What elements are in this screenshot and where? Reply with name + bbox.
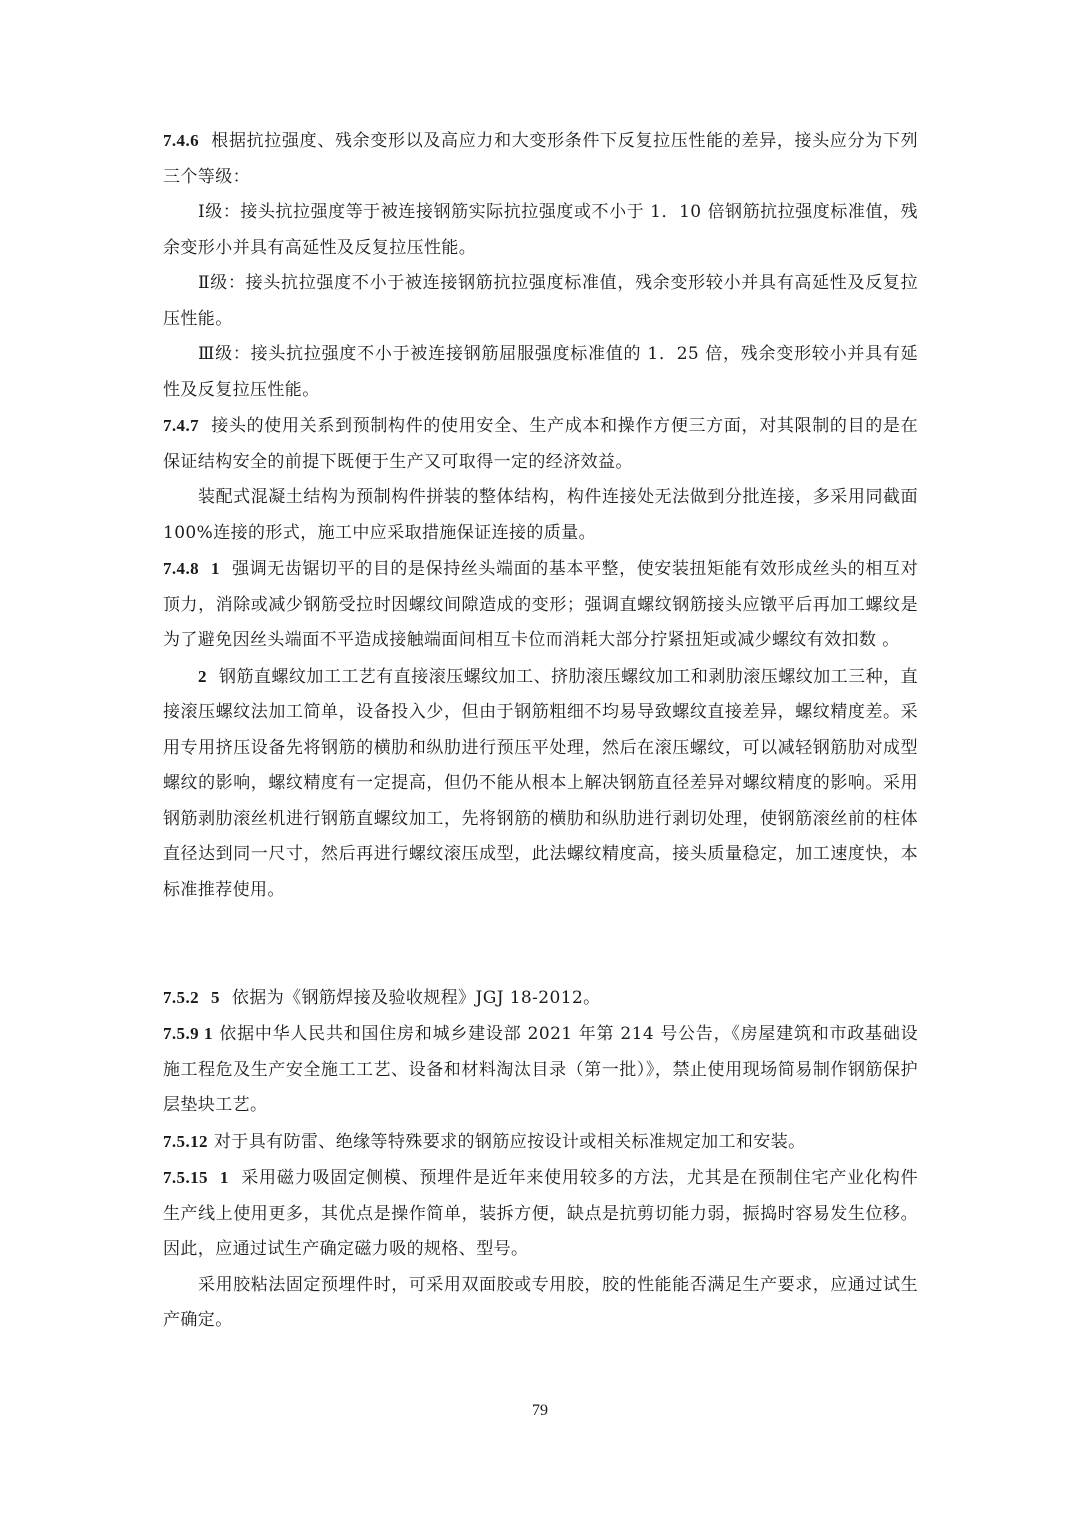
clause-7-4-8-item-2 [163, 659, 918, 909]
clause-7-5-9 [163, 1016, 918, 1124]
clause-text: 接头的使用关系到预制构件的使用安全、生产成本和操作方便三方面，对其限制的目的是在保证结构安全的前提下既便于生产又可取得一定的经济效益。 [163, 416, 918, 472]
clause-text: 强调无齿锯切平的目的是保持丝头端面的基本平整，使安装扭矩能有效形成丝头的相互对顶力，消除或减少钢筋受拉时因螺纹间隙造成的变形；强调直螺纹钢筋接头应镦平后再加工螺纹是为了避免因丝头端面不平造成接触端面间相互卡位而消耗大部分拧紧扭矩或减少螺纹有效扣数 。 [163, 559, 918, 650]
clause-number: 7.4.7 [163, 416, 199, 435]
clause-number: 7.5.15 [163, 1168, 208, 1187]
clause-text: 钢筋直螺纹加工工艺有直接滚压螺纹加工、挤肋滚压螺纹加工和剥肋滚压螺纹加工三种，直接滚压螺纹法加工简单，设备投入少，但由于钢筋粗细不均易导致螺纹直接差异，螺纹精度差。采用专用挤压设备先将钢筋的横肋和纵肋进行预压平处理，然后在滚压螺纹，可以减轻钢筋肋对成型螺纹的影响，螺纹精度有一定提高，但仍不能从根本上解决钢筋直径差异对螺纹精度的影响。采用钢筋剥肋滚丝机进行钢筋直螺纹加工，先将钢筋的横肋和纵肋进行剥切处理，使钢筋滚丝前的柱体直径达到同一尺寸，然后再进行螺纹滚压成型，此法螺纹精度高，接头质量稳定，加工速度快，本标准推荐使用。 [163, 666, 918, 900]
clause-7-4-8-item-1 [163, 551, 918, 659]
clause-7-5-2 [163, 980, 918, 1017]
section-heading-7-5 [163, 943, 918, 980]
clause-number: 7.5.12 [163, 1131, 208, 1151]
clause-text: 依据中华人民共和国住房和城乡建设部 2021 年第 214 号公告，《房屋建筑和市政基础设施工程危及生产安全施工工艺、设备和材料淘汰目录（第一批）》，禁止使用现场简易制作钢筋保护层垫块工艺。 [163, 1024, 918, 1115]
clause-7-5-15-paragraph-2: 采用胶粘法固定预埋件时，可采用双面胶或专用胶，胶的性能能否满足生产要求，应通过试生产确定。 [163, 1274, 918, 1330]
clause-text: 采用磁力吸固定侧模、预埋件是近年来使用较多的方法，尤其是在预制住宅产业化构件生产线上使用更多，其优点是操作简单，装拆方便，缺点是抗剪切能力弱，振捣时容易发生位移。因此，应通过试生产确定磁力吸的规格、型号。 [163, 1168, 918, 1259]
item-number: 1 [211, 559, 220, 578]
clause-number: 7.5.9 1 [163, 1024, 213, 1043]
item-number: 2 [198, 666, 207, 686]
clause-number: 7.5.2 [163, 987, 199, 1007]
clause-number: 7.4.6 [163, 131, 199, 150]
clause-text: 对于具有防雷、绝缘等特殊要求的钢筋应按设计或相关标准规定加工和安装。 [213, 1131, 806, 1152]
clause-text: 依据为《钢筋焊接及验收规程》JGJ 18-2012。 [231, 987, 601, 1008]
page-number: 79 [532, 1402, 548, 1419]
clause-7-4-6 [163, 123, 918, 195]
item-number: 1 [219, 1168, 229, 1187]
clause-7-5-12 [163, 1124, 918, 1161]
clause-7-4-7 [163, 408, 918, 480]
clause-text: 根据抗拉强度、残余变形以及高应力和大变形条件下反复拉压性能的差异，接头应分为下列三个等级： [163, 131, 918, 187]
item-number: 5 [211, 987, 220, 1007]
clause-7-5-15 [163, 1160, 918, 1268]
clause-number: 7.4.8 [163, 559, 199, 578]
document-page [163, 123, 918, 1339]
grade-1-paragraph: Ⅰ级：接头抗拉强度等于被连接钢筋实际抗拉强度或不小于 1．10 倍钢筋抗拉强度标准值，残余变形小并具有高延性及反复拉压性能。 [163, 202, 918, 258]
clause-7-4-7-paragraph-2: 装配式混凝土结构为预制构件拼装的整体结构，构件连接处无法做到分批连接，多采用同截面 100%连接的形式，施工中应采取措施保证连接的质量。 [163, 487, 918, 543]
grade-3-paragraph: Ⅲ级：接头抗拉强度不小于被连接钢筋屈服强度标准值的 1．25 倍，残余变形较小并具有延性及反复拉压性能。 [163, 344, 918, 400]
grade-2-paragraph: Ⅱ级：接头抗拉强度不小于被连接钢筋抗拉强度标准值，残余变形较小并具有高延性及反复拉压性能。 [163, 273, 918, 329]
